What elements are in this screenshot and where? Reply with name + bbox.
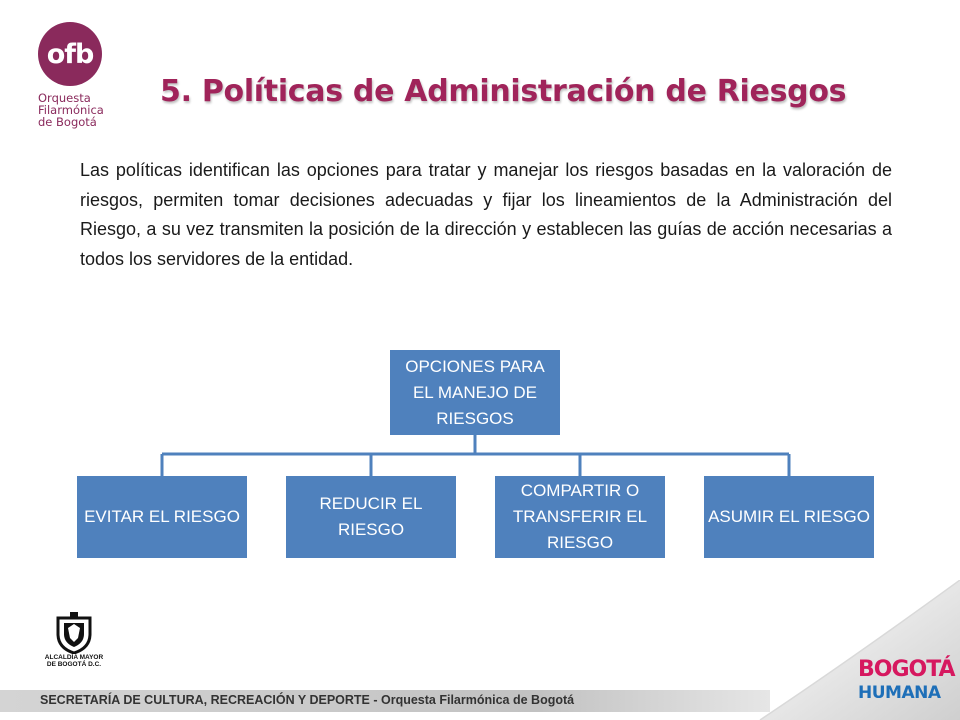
footer-text: SECRETARÍA DE CULTURA, RECREACIÓN Y DEPORTE - Orquesta Filarmónica de Bogotá — [40, 693, 575, 707]
alcaldia-line: DE BOGOTÁ D.C. — [46, 661, 102, 668]
bogota-logo-line: BOGOTÁ — [858, 657, 955, 682]
bogota-humana-logo — [858, 657, 955, 714]
ofb-logo-text — [38, 92, 148, 128]
alcaldia-text — [36, 654, 112, 668]
slide-title: 5. Políticas de Administración de Riesgos — [160, 74, 847, 109]
ofb-logo-line: Filarmónica — [38, 103, 104, 117]
humana-logo-line: HUMANA — [858, 683, 941, 703]
diagram-root-node: OPCIONES PARA EL MANEJO DE RIESGOS — [390, 350, 560, 435]
diagram-node-reducir: REDUCIR EL RIESGO — [286, 476, 456, 558]
ofb-logo-line: de Bogotá — [38, 115, 97, 129]
intro-paragraph: Las políticas identifican las opciones para tratar y manejar los riesgos basadas en la valoración de riesgos, permiten tomar decisiones adecuadas y fijar los lineamientos de la Administración del Riesgo, a su vez transmiten la posición de la dirección y establecen las guías de acción necesarias a todos los servidores de la entidad. — [80, 160, 892, 269]
ofb-logo-mark: ofb — [38, 22, 102, 86]
alcaldia-logo — [36, 612, 112, 672]
ofb-logo-line: Orquesta — [38, 91, 91, 105]
alcaldia-line: ALCALDÍA MAYOR — [44, 654, 104, 661]
diagram-node-compartir: COMPARTIR O TRANSFERIR EL RIESGO — [495, 476, 665, 558]
diagram-node-evitar: EVITAR EL RIESGO — [77, 476, 247, 558]
diagram-node-asumir: ASUMIR EL RIESGO — [704, 476, 874, 558]
ofb-logo — [32, 22, 142, 132]
coat-of-arms-icon — [36, 612, 112, 654]
